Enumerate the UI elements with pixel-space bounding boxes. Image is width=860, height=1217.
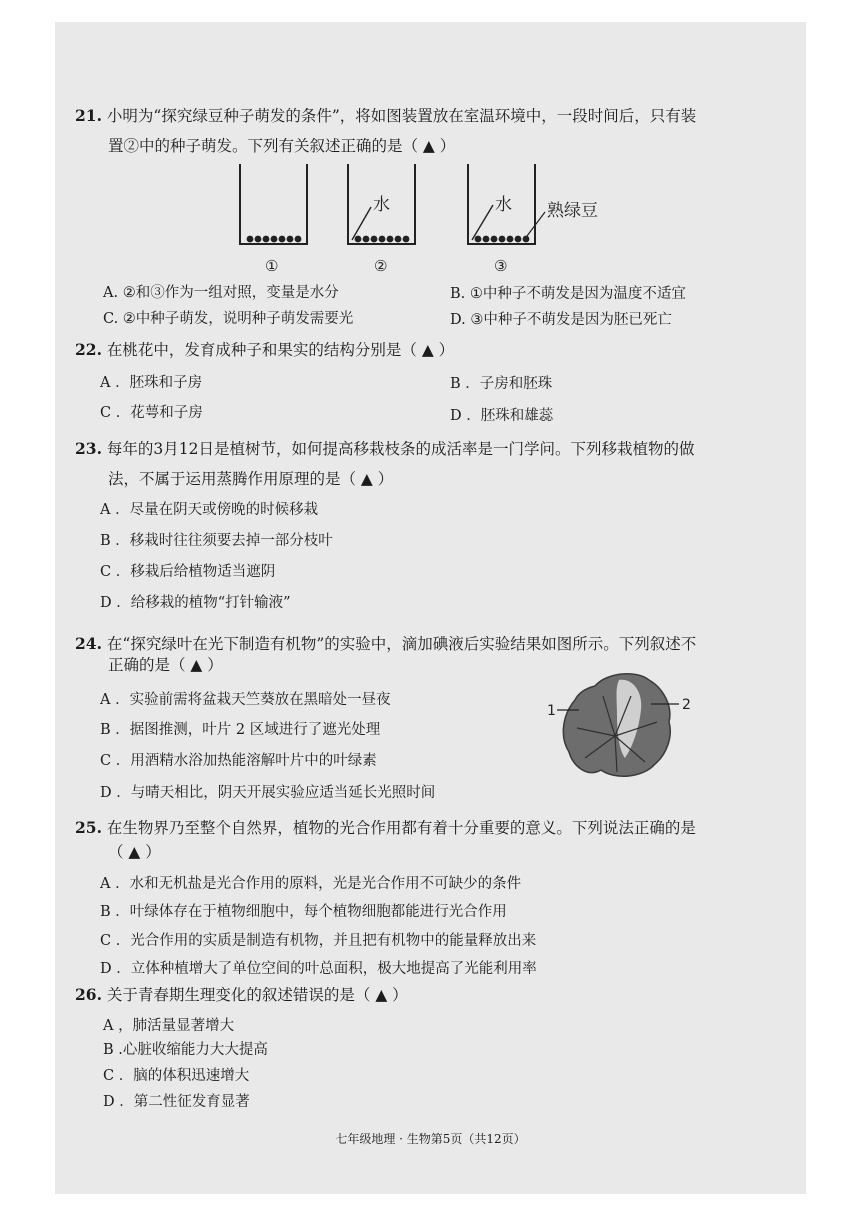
q25-option-c: C ．光合作用的实质是制造有机物，并且把有机物中的能量释放出来 [100, 933, 537, 949]
q21-option-b: B. ①中种子不萌发是因为温度不适宜 [450, 286, 686, 302]
q22-number: 22. [75, 340, 102, 359]
q25-option-a: A ．水和无机盐是光合作用的原料，光是光合作用不可缺少的条件 [100, 876, 522, 892]
q21-beaker-figure [235, 160, 615, 276]
q24-number: 24. [75, 634, 102, 653]
beaker-2 [348, 164, 415, 244]
beaker-1 [240, 164, 307, 244]
q21-number: 21. [75, 106, 102, 125]
q26-option-a: A ，肺活量显著增大 [103, 1018, 235, 1034]
beaker-3 [468, 164, 598, 244]
q25-stem-1: 在生物界乃至整个自然界，植物的光合作用都有着十分重要的意义。下列说法正确的是 [106, 819, 696, 837]
q24-option-b: B ．据图推测，叶片 2 区域进行了遮光处理 [100, 722, 381, 738]
page-footer: 七年级地理 · 生物第5页（共12页） [335, 1132, 526, 1146]
q26-option-d: D ．第二性征发育显著 [103, 1094, 250, 1110]
q26-line1 [75, 985, 408, 1005]
q25-option-b: B ．叶绿体存在于植物细胞中，每个植物细胞都能进行光合作用 [100, 904, 507, 920]
q23-stem-1: 每年的3月12日是植树节，如何提高移栽枝条的成活率是一门学问。下列移栽植物的做 [106, 440, 695, 458]
q23-number: 23. [75, 439, 102, 458]
q24-leaf-figure [545, 666, 705, 786]
q25-option-d: D ．立体种植增大了单位空间的叶总面积，极大地提高了光能利用率 [100, 961, 537, 977]
q24-option-c: C ．用酒精水浴加热能溶解叶片中的叶绿素 [100, 753, 377, 769]
q23-option-a: A ．尽量在阴天或傍晚的时候移栽 [100, 502, 319, 518]
q23-stem-2: 法，不属于运用蒸腾作用原理的是（ ▲ ） [108, 470, 394, 488]
q26-option-b: B .心脏收缩能力大大提高 [103, 1042, 268, 1058]
beaker-2-label: ② [374, 257, 388, 275]
q24-option-a: A ．实验前需将盆栽天竺葵放在黑暗处一昼夜 [100, 692, 391, 708]
q25-number: 25. [75, 818, 102, 837]
exam-page [55, 22, 806, 1194]
q24-option-d: D ．与晴天相比，阴天开展实验应适当延长光照时间 [100, 785, 436, 801]
q21-option-a: A. ②和③作为一组对照，变量是水分 [103, 285, 339, 301]
beaker-3-water-label: 水 [495, 195, 512, 215]
beaker-3-label: ③ [494, 257, 508, 275]
q26-stem-1: 关于青春期生理变化的叙述错误的是（ ▲ ） [106, 986, 408, 1004]
q24-line1 [75, 634, 696, 654]
q22-stem-1: 在桃花中，发育成种子和果实的结构分别是（ ▲ ） [106, 341, 455, 359]
leaf-label-2: 2 [682, 697, 691, 713]
q24-stem-1: 在“探究绿叶在光下制造有机物”的实验中，滴加碘液后实验结果如图所示。下列叙述不 [106, 635, 697, 653]
q21-line1 [75, 106, 696, 126]
beaker-1-label: ① [265, 257, 279, 275]
beaker-3-dead-seed-label: 熟绿豆 [547, 201, 598, 221]
q24-stem-2: 正确的是（ ▲ ） [108, 656, 223, 674]
q22-option-a: A ．胚珠和子房 [100, 375, 203, 391]
beaker-2-water-label: 水 [373, 195, 390, 215]
leaf-label-1: 1 [547, 703, 556, 719]
q23-option-c: C ．移栽后给植物适当遮阴 [100, 564, 276, 580]
q21-option-d: D. ③中种子不萌发是因为胚已死亡 [450, 312, 672, 328]
q25-line1 [75, 818, 696, 838]
q26-option-c: C ．脑的体积迅速增大 [103, 1068, 250, 1084]
q23-option-b: B ．移栽时往往须要去掉一部分枝叶 [100, 533, 333, 549]
q22-option-b: B ．子房和胚珠 [450, 376, 553, 392]
q22-option-d: D ．胚珠和雄蕊 [450, 408, 554, 424]
q22-option-c: C ．花萼和子房 [100, 405, 203, 421]
q21-stem-2: 置②中的种子萌发。下列有关叙述正确的是（ ▲ ） [108, 137, 456, 155]
q21-stem-1: 小明为“探究绿豆种子萌发的条件”，将如图装置放在室温环境中，一段时间后，只有装 [106, 107, 697, 125]
q26-number: 26. [75, 985, 102, 1004]
q25-stem-2: （ ▲ ） [108, 843, 161, 861]
q22-line1 [75, 340, 454, 360]
q23-line1 [75, 439, 695, 459]
q21-option-c: C. ②中种子萌发，说明种子萌发需要光 [103, 311, 354, 327]
q23-option-d: D ．给移栽的植物“打针输液” [100, 595, 291, 611]
